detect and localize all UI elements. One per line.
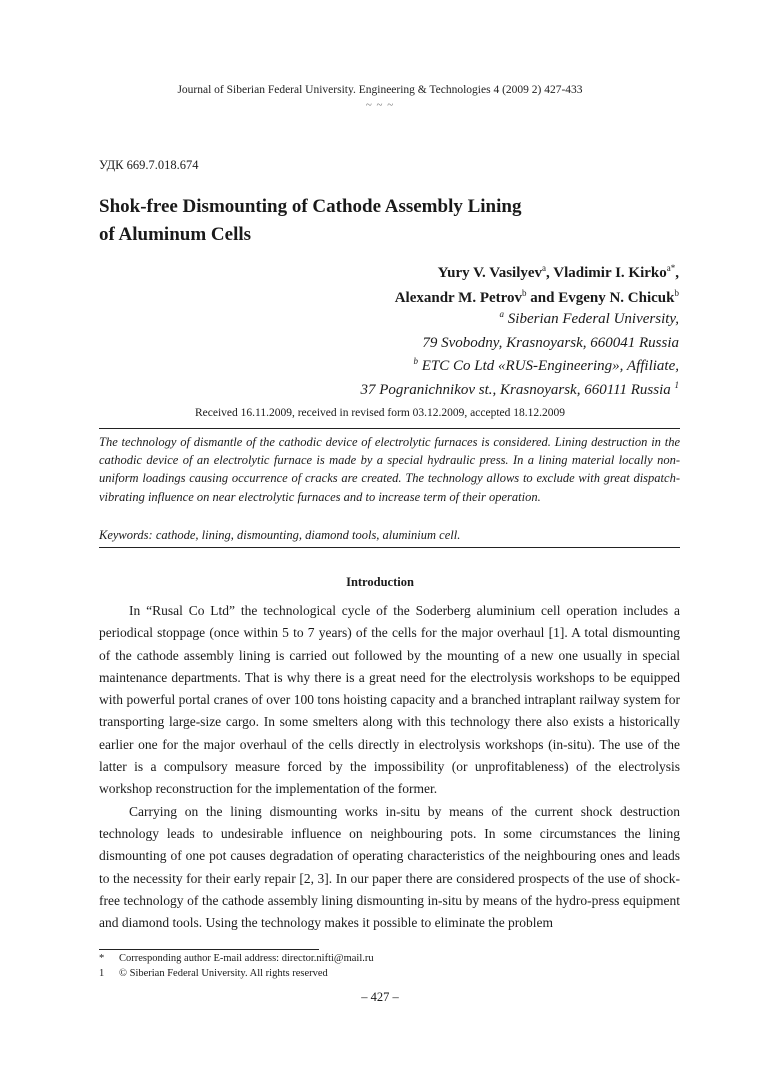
footnote-text: Corresponding author E-mail address: director.nifti@mail.ru <box>119 953 374 964</box>
affiliation-mark: b <box>413 356 419 366</box>
affiliations <box>360 308 679 402</box>
paper-title <box>99 193 659 249</box>
author-list <box>395 261 679 311</box>
journal-header: Journal of Siberian Federal University. Engineering & Technologies 4 (2009 2) 427-433 <box>177 84 583 96</box>
abstract: The technology of dismantle of the cathodic device of electrolytic furnaces is considered. Lining destruction in the cathodic device of an electrolytic furnace is made by a special hydraulic press. In a lining material locally non-uniform loadings causing occurrence of cracks are created. The technology allows to exclude with great dispatch-vibrating influence on near electrolytic furnaces and to increase term of their operation. <box>99 435 680 504</box>
affiliation-a-line-2: 79 Svobodny, Krasnoyarsk, 660041 Russia <box>422 334 679 351</box>
abstract-top-rule <box>99 428 680 429</box>
title-line-1: Shok-free Dismounting of Cathode Assembly Lining <box>99 196 522 217</box>
author-separator: , <box>675 265 679 281</box>
footnote-rule <box>99 949 319 950</box>
author-name: Vladimir I. Kirko <box>553 265 667 281</box>
author-name: Evgeny N. Chicuk <box>558 290 675 306</box>
title-line-2: of Aluminum Cells <box>99 224 252 245</box>
affiliation-mark: a* <box>666 263 676 273</box>
paragraph: Carrying on the lining dismounting works in-situ by means of the current shock destruction technology leads to undesirable influence on neighbouring pots. In some circumstances the lining dismounting of one pot causes degradation of operating characteristics of the neighbouring ones and leads to the necessity for their early repair [2, 3]. In our paper there are considered prospects of the use of shock-free technology of the cathode assembly lining dismounting in-situ by means of the hydro-press equipment and diamond tools. Using the technology makes it possible to eliminate the problem <box>99 803 680 931</box>
received-dates: Received 16.11.2009, received in revised form 03.12.2009, accepted 18.12.2009 <box>194 407 566 419</box>
footnote-mark: 1 <box>99 967 105 979</box>
affiliation-mark: a <box>542 263 547 273</box>
footnotes <box>99 952 374 981</box>
author-name: Yury V. Vasilyev <box>437 265 543 281</box>
keywords: Keywords: cathode, lining, dismounting, diamond tools, aluminium cell. <box>99 528 461 542</box>
header-ornament: ~ ~ ~ <box>365 99 395 111</box>
author-separator: , <box>546 265 554 281</box>
affiliation-mark: b <box>674 288 679 298</box>
abstract-bottom-rule <box>99 547 680 548</box>
footnote-mark: 1 <box>674 379 679 390</box>
author-name: Alexandr M. Petrov <box>394 290 523 306</box>
affiliation-b-line-1: $^b$ ETC Co Ltd «RUS-Engineering», Affiliate, <box>413 356 679 374</box>
affiliation-mark: a <box>499 309 505 319</box>
affiliation-b-line-2: 37 Pogranichnikov st., Krasnoyarsk, 660111 Russia $^1$ <box>360 379 679 398</box>
affiliation-mark: b <box>522 288 527 298</box>
footnote <box>99 952 374 967</box>
body-text <box>99 600 680 934</box>
section-heading: Introduction <box>346 575 414 589</box>
affiliation-a-line-1: $^a$ Siberian Federal University, <box>499 309 679 327</box>
paragraph: In “Rusal Co Ltd” the technological cycle of the Soderberg aluminium cell operation includes a periodical stoppage (once within 5 to 7 years) of the cells for the major overhaul [1]. A total dismounting of the cathode assembly lining is carried out followed by the mounting of a new one usually in special maintenance departments. That is why there is a great need for the electrolysis workshops to be equipped with powerful portal cranes of over 100 tons hoisting capacity and a branched intraplant railway system for transporting large-size cargo. In some smelters along with this technology there also exists a historically earlier one for the major overhaul of the cells directly in electrolysis workshops (in-situ). The use of the latter is a compulsory measure forced by the impossibility (or unprofitableness) of the electrolysis workshop reconstruction for the implementation of the former. <box>99 603 680 797</box>
footnote-mark: * <box>99 953 105 964</box>
author-line-1 <box>395 261 679 286</box>
footnote-text: © Siberian Federal University. All rights reserved <box>119 967 328 979</box>
page-number: – 427 – <box>361 990 399 1004</box>
author-separator: and <box>526 290 559 306</box>
udk-code: УДК 669.7.018.674 <box>99 158 199 172</box>
footnote <box>99 967 374 982</box>
